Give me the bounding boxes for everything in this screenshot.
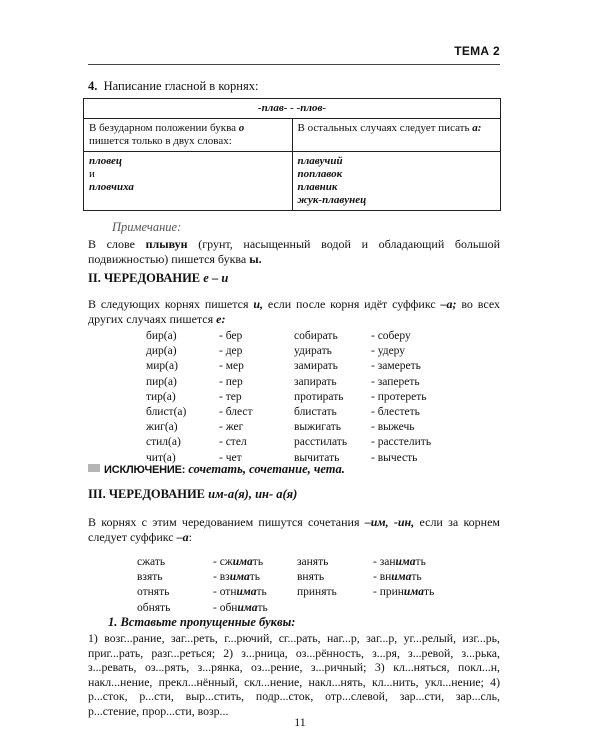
alternation-cell: запирать bbox=[294, 375, 337, 388]
im-in-row bbox=[137, 570, 517, 585]
alternation-cell: - мер bbox=[219, 360, 244, 373]
alternation-cell: - вычесть bbox=[371, 451, 418, 464]
alternation-cell: - удеру bbox=[371, 345, 406, 358]
im-in-cell: принять bbox=[297, 586, 337, 599]
alternation-cell: - выжечь bbox=[371, 421, 415, 434]
alternation-cell: замирать bbox=[294, 360, 338, 373]
exception-words: сочетать, сочетание, чета. bbox=[188, 462, 345, 476]
alternation-cell: пир(а) bbox=[146, 375, 177, 388]
section3-title: III. ЧЕРЕДОВАНИЕ им-а(я), ин- а(я) bbox=[88, 487, 298, 501]
page-header bbox=[88, 44, 500, 64]
word-item: и bbox=[89, 168, 95, 180]
alternation-cell: - чет bbox=[219, 451, 242, 464]
left-words-cell bbox=[84, 152, 293, 211]
alternation-cell: - бер bbox=[219, 330, 243, 342]
alternation-cell: - тер bbox=[219, 390, 242, 403]
alternation-cell: - жег bbox=[219, 421, 244, 434]
alternation-cell: чит(а) bbox=[146, 451, 176, 464]
alternation-cell: собирать bbox=[294, 330, 338, 342]
table-header: -плав- - -плов- bbox=[84, 99, 501, 119]
im-in-cell: обнять bbox=[137, 601, 171, 614]
alternation-row bbox=[146, 344, 506, 359]
im-in-cell: внять bbox=[297, 571, 325, 584]
alternation-cell: вычитать bbox=[294, 451, 340, 464]
alternation-cell: удирать bbox=[294, 345, 332, 358]
alternation-cell: бир(а) bbox=[146, 330, 177, 342]
im-in-cell: занять bbox=[297, 556, 329, 568]
alternation-list bbox=[146, 329, 506, 466]
im-in-cell: - отнимать bbox=[213, 586, 267, 599]
alternation-cell: дир(а) bbox=[146, 345, 177, 358]
alternation-cell: - стел bbox=[219, 436, 247, 449]
section2-intro: В следующих корнях пишется и, если после корня идёт суффикс –а; во всех других случаях пишется е: bbox=[88, 297, 500, 326]
alternation-cell: выжигать bbox=[294, 421, 342, 434]
exception-label: ИСКЛЮЧЕНИЕ: bbox=[104, 464, 186, 476]
alternation-cell: - пер bbox=[219, 375, 243, 388]
alternation-cell: - блестеть bbox=[371, 405, 420, 418]
word-item: пловчиха bbox=[89, 181, 134, 193]
alternation-cell: протирать bbox=[294, 390, 344, 403]
alternation-row bbox=[146, 375, 506, 390]
alternation-row bbox=[146, 435, 506, 450]
alternation-cell: тир(а) bbox=[146, 390, 176, 403]
im-in-cell: - принимать bbox=[373, 586, 435, 599]
alternation-row bbox=[146, 405, 506, 420]
page-number: 11 bbox=[294, 715, 306, 729]
alternation-cell: стил(а) bbox=[146, 436, 181, 449]
im-in-cell: сжать bbox=[137, 556, 166, 568]
im-in-cell: - занимать bbox=[373, 556, 426, 568]
alternation-cell: - протереть bbox=[371, 390, 427, 403]
alternation-cell: - соберу bbox=[371, 330, 411, 342]
exception-line bbox=[88, 462, 345, 477]
right-words-cell bbox=[292, 152, 501, 211]
im-in-row bbox=[137, 585, 517, 600]
im-in-list bbox=[137, 555, 517, 616]
im-in-cell: - взимать bbox=[213, 571, 260, 584]
im-in-cell: отнять bbox=[137, 586, 170, 599]
alternation-cell: - расстелить bbox=[371, 436, 432, 449]
alternation-cell: - запереть bbox=[371, 375, 420, 388]
left-rule-cell: В безударном положении буква о пишется только в двух словах: bbox=[84, 119, 293, 152]
note-label: Примечание: bbox=[112, 220, 182, 234]
section4-heading: Написание гласной в корнях: bbox=[103, 79, 259, 93]
alternation-cell: - дер bbox=[219, 345, 243, 358]
im-in-cell: взять bbox=[137, 571, 163, 584]
plav-plov-table bbox=[83, 98, 501, 211]
im-in-cell: - сжимать bbox=[213, 556, 264, 568]
word-item: жук-плавунец bbox=[297, 194, 367, 206]
alternation-cell: - замереть bbox=[371, 360, 421, 373]
exercise-title: 1. Вставьте пропущенные буквы: bbox=[108, 615, 296, 629]
word-item: плавучий bbox=[297, 155, 343, 167]
section4-title bbox=[88, 79, 258, 94]
alternation-cell: жиг(а) bbox=[146, 421, 178, 434]
alternation-row bbox=[146, 329, 506, 344]
im-in-cell: - внимать bbox=[373, 571, 422, 584]
section4-number: 4. bbox=[88, 79, 98, 93]
alternation-row bbox=[146, 420, 506, 435]
alternation-cell: блистать bbox=[294, 405, 337, 418]
exception-marker bbox=[88, 464, 100, 472]
section3-intro: В корнях с этим чередованием пишутся сочетания –им, -ин, если за корнем следует суффикс –а: bbox=[88, 515, 501, 544]
exercise-text: 1) возг...рание, заг...реть, г...рючий, сг...рать, наг...р, заг...р, уг...релый, изг...рь, приг...рать, разг...реться; 2) з...рница, оз...рённость, з...ря, з...ревой, з...рька, з...ревать, оз...рять, з...рянка, оз...рение, з...ричный; 3) кл...няться, покл...н, накл...нение, прекл...нённый, скл...нение, накл...нять, кл...нить, укл...нение; 4) р...сток, р...сти, выр...стить, подр...сток, отр...слевой, зар...сти, зар...сль, р...стение, прор...сти, возр... bbox=[88, 631, 500, 718]
alternation-cell: - блест bbox=[219, 405, 253, 418]
word-item: плавник bbox=[297, 181, 338, 193]
word-item: поплавок bbox=[297, 168, 343, 180]
alternation-row bbox=[146, 359, 506, 374]
alternation-cell: мир(а) bbox=[146, 360, 178, 373]
right-rule-cell: В остальных случаях следует писать а: bbox=[292, 119, 501, 152]
topic-title: ТЕМА 2 bbox=[454, 44, 500, 58]
im-in-cell: - обнимать bbox=[213, 601, 268, 614]
section2-title: II. ЧЕРЕДОВАНИЕ е – и bbox=[88, 271, 229, 285]
alternation-cell: блист(а) bbox=[146, 405, 187, 418]
word-item: пловец bbox=[89, 155, 123, 167]
im-in-row bbox=[137, 555, 517, 570]
alternation-cell: расстилать bbox=[294, 436, 348, 449]
header-rule bbox=[88, 64, 500, 65]
note-text: В слове плывун (грунт, насыщенный водой и обладающий большой подвижностью) пишется буква ы. bbox=[88, 237, 500, 266]
alternation-row bbox=[146, 390, 506, 405]
im-in-row bbox=[137, 601, 517, 616]
